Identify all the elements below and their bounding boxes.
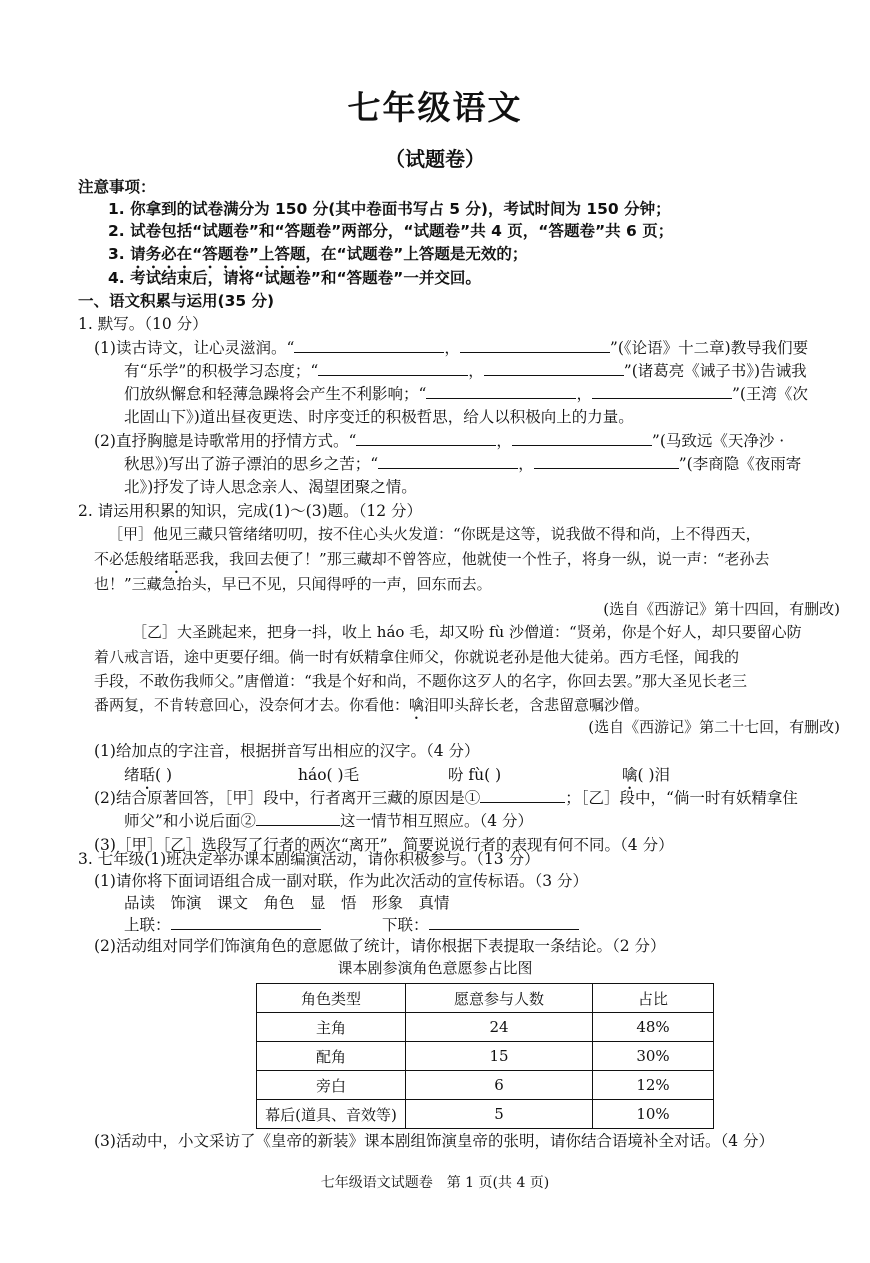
q2-sub3: (3)［甲］［乙］选段写了行者的两次“离开”，简要说说行者的表现有何不同。（4 分） <box>94 836 674 854</box>
table-cell: 6 <box>406 1071 593 1100</box>
table-cell: 10% <box>593 1100 714 1129</box>
answer-blank[interactable] <box>171 915 321 930</box>
table-header-cell: 角色类型 <box>257 984 406 1013</box>
answer-blank[interactable] <box>426 384 576 399</box>
notice-item-1: 1. 你拿到的试卷满分为 150 分(其中卷面书写占 5 分)，考试时间为 150 分钟； <box>108 200 671 218</box>
table-header-cell: 占比 <box>593 984 714 1013</box>
section-heading: 一、语文积累与运用(35 分) <box>78 292 275 310</box>
page-title: 七年级语文 <box>347 88 523 127</box>
page-footer: 七年级语文试题卷 第 1 页(共 4 页) <box>320 1175 550 1191</box>
q2-sub1-word4[interactable]: 噙( )泪 <box>622 766 671 784</box>
table-cell: 24 <box>406 1013 593 1042</box>
table-row <box>257 1100 714 1129</box>
notice-item-3-emphasis: 请务必在“答题卷”上答题 <box>130 245 306 263</box>
table-row <box>257 1013 714 1042</box>
answer-blank[interactable] <box>378 454 518 469</box>
table-cell: 5 <box>406 1100 593 1129</box>
q1-p1-line2: 有“乐学”的积极学习态度；“ ， ”(诸葛亮《诫子书》)告诫我 <box>124 362 807 380</box>
table-cell: 15 <box>406 1042 593 1071</box>
dotted-char: 噙 <box>622 766 638 784</box>
q3-sub2: (2)活动组对同学们饰演角色的意愿做了统计，请你根据下表提取一条结论。（2 分） <box>94 937 666 955</box>
q1-title: 1. 默写。（10 分） <box>78 315 208 333</box>
notice-item-3: 3. 请务必在“答题卷”上答题，在“试题卷”上答题是无效的； <box>108 245 528 263</box>
passage-jia-line2: 不必恁般绪聒恶我，我回去便了！”那三藏却不曾答应，他就使一个性子，将身一纵，说一声：“老孙去 <box>94 550 770 568</box>
q3-sub1: (1)请你将下面词语组合成一副对联，作为此次活动的宣传标语。（3 分） <box>94 872 588 890</box>
table-cell: 30% <box>593 1042 714 1071</box>
answer-blank[interactable] <box>294 338 444 353</box>
table-row <box>257 1042 714 1071</box>
table-cell: 配角 <box>257 1042 406 1071</box>
answer-blank[interactable] <box>356 431 496 446</box>
q2-sub1-word1[interactable]: 绪聒( ) <box>124 766 173 784</box>
table-cell: 主角 <box>257 1013 406 1042</box>
q2-sub1-title: (1)给加点的字注音，根据拼音写出相应的汉字。（4 分） <box>94 742 480 760</box>
passage-yi-line3: 手段，不敢伤我师父。”唐僧道：“我是个好和尚，不题你这歹人的名字，你回去罢。”那大圣见长老三 <box>94 672 748 690</box>
q1-p2-line1: (2)直抒胸臆是诗歌常用的抒情方式。“ ， ”(马致远《天净沙 · <box>94 432 785 450</box>
answer-blank[interactable] <box>484 361 624 376</box>
q3-sub3: (3)活动中，小文采访了《皇帝的新装》课本剧组饰演皇帝的张明，请你结合语境补全对话。（4 分） <box>94 1132 774 1150</box>
dotted-char: 聒 <box>169 550 185 568</box>
passage-jia-source: (选自《西游记》第十四回，有删改) <box>603 600 840 618</box>
answer-blank[interactable] <box>512 431 652 446</box>
couplet-lower: 下联： <box>382 914 579 936</box>
answer-blank[interactable] <box>592 384 732 399</box>
q3-title: 3. 七年级(1)班决定举办课本剧编演活动，请你积极参与。（13 分） <box>78 850 540 868</box>
answer-blank[interactable] <box>480 788 565 803</box>
notice-heading: 注意事项： <box>78 178 156 196</box>
q2-sub2-line2: 师父”和小说后面② 这一情节相互照应。（4 分） <box>124 812 533 830</box>
passage-yi-line2: 着八戒言语，途中更要仔细。倘一时有妖精拿住师父，你就说老孙是他大徒弟。西方毛怪，闻我的 <box>94 648 740 666</box>
answer-blank[interactable] <box>534 454 679 469</box>
q2-sub2-line1: (2)结合原著回答，［甲］段中，行者离开三藏的原因是① ；［乙］段中，“倘一时有妖精拿住 <box>94 789 798 807</box>
notice-item-2: 2. 试卷包括“试题卷”和“答题卷”两部分，“试题卷”共 4 页，“答题卷”共 6 页； <box>108 222 674 240</box>
q1-p1-line3: 们放纵懈怠和轻薄急躁将会产生不利影响；“ ， ”(王湾《次 <box>124 385 808 403</box>
q1-p2-line2: 秋思》)写出了游子漂泊的思乡之苦；“ ， ”(李商隐《夜雨寄 <box>124 455 802 473</box>
table-header-row <box>257 984 714 1013</box>
notice-item-4: 4. 考试结束后，请将“试题卷”和“答题卷”一并交回。 <box>108 269 481 287</box>
q1-p1-line1: (1)读古诗文，让心灵滋润。“ ， ”(《论语》十二章)教导我们要 <box>94 339 809 357</box>
table-header-cell: 愿意参与人数 <box>406 984 593 1013</box>
page-subtitle: （试题卷） <box>385 147 485 171</box>
dotted-char: 噙 <box>409 696 425 714</box>
notice-item-3-rest: ，在“试题卷”上答题是无效的； <box>305 245 528 263</box>
table-cell: 12% <box>593 1071 714 1100</box>
table-cell: 旁白 <box>257 1071 406 1100</box>
q3-word-list: 品读 饰演 课文 角色 显 悟 形象 真情 <box>124 894 450 912</box>
answer-blank[interactable] <box>318 361 468 376</box>
answer-blank[interactable] <box>256 811 340 826</box>
passage-yi-line1: ［乙］大圣跳起来，把身一抖，收上 háo 毛，却又吩 fù 沙僧道：“贤弟，你是个好人，却只要留心防 <box>132 623 802 641</box>
q1-p1-line4: 北固山下》)道出昼夜更迭、时序变迁的积极哲思，给人以积极向上的力量。 <box>124 408 634 426</box>
pinyin-fu: fù <box>488 623 505 641</box>
q2-sub1-word2[interactable]: háo( )毛 <box>298 766 360 784</box>
table-row <box>257 1071 714 1100</box>
passage-jia-line3: 也！”三藏急抬头，早已不见，只闻得呼的一声，回东而去。 <box>94 575 492 593</box>
passage-jia-line1: ［甲］他见三藏只管绪绪叨叨，按不住心头火发道：“你既是这等，说我做不得和尚，上不得西天， <box>108 525 761 543</box>
passage-yi-line4: 番两复，不肯转意回心，没奈何才去。你看他：噙泪叩头辞长老，含悲留意嘱沙僧。 <box>94 696 650 714</box>
table-cell: 幕后(道具、音效等) <box>257 1100 406 1129</box>
couplet-upper: 上联： <box>124 914 321 936</box>
dotted-char: 聒 <box>139 766 156 784</box>
table-caption: 课本剧参演角色意愿参占比图 <box>337 959 533 977</box>
pinyin-hao: háo <box>376 623 405 641</box>
q2-sub1-word3[interactable]: 吩 fù( ) <box>448 766 502 784</box>
answer-blank[interactable] <box>460 338 610 353</box>
q1-p2-line3: 北》)抒发了诗人思念亲人、渴望团聚之情。 <box>124 478 417 496</box>
q2-title: 2. 请运用积累的知识，完成(1)～(3)题。（12 分） <box>78 502 423 520</box>
table-cell: 48% <box>593 1013 714 1042</box>
passage-yi-source: (选自《西游记》第二十七回，有删改) <box>588 718 840 736</box>
answer-blank[interactable] <box>429 915 579 930</box>
survey-table <box>256 983 714 1129</box>
